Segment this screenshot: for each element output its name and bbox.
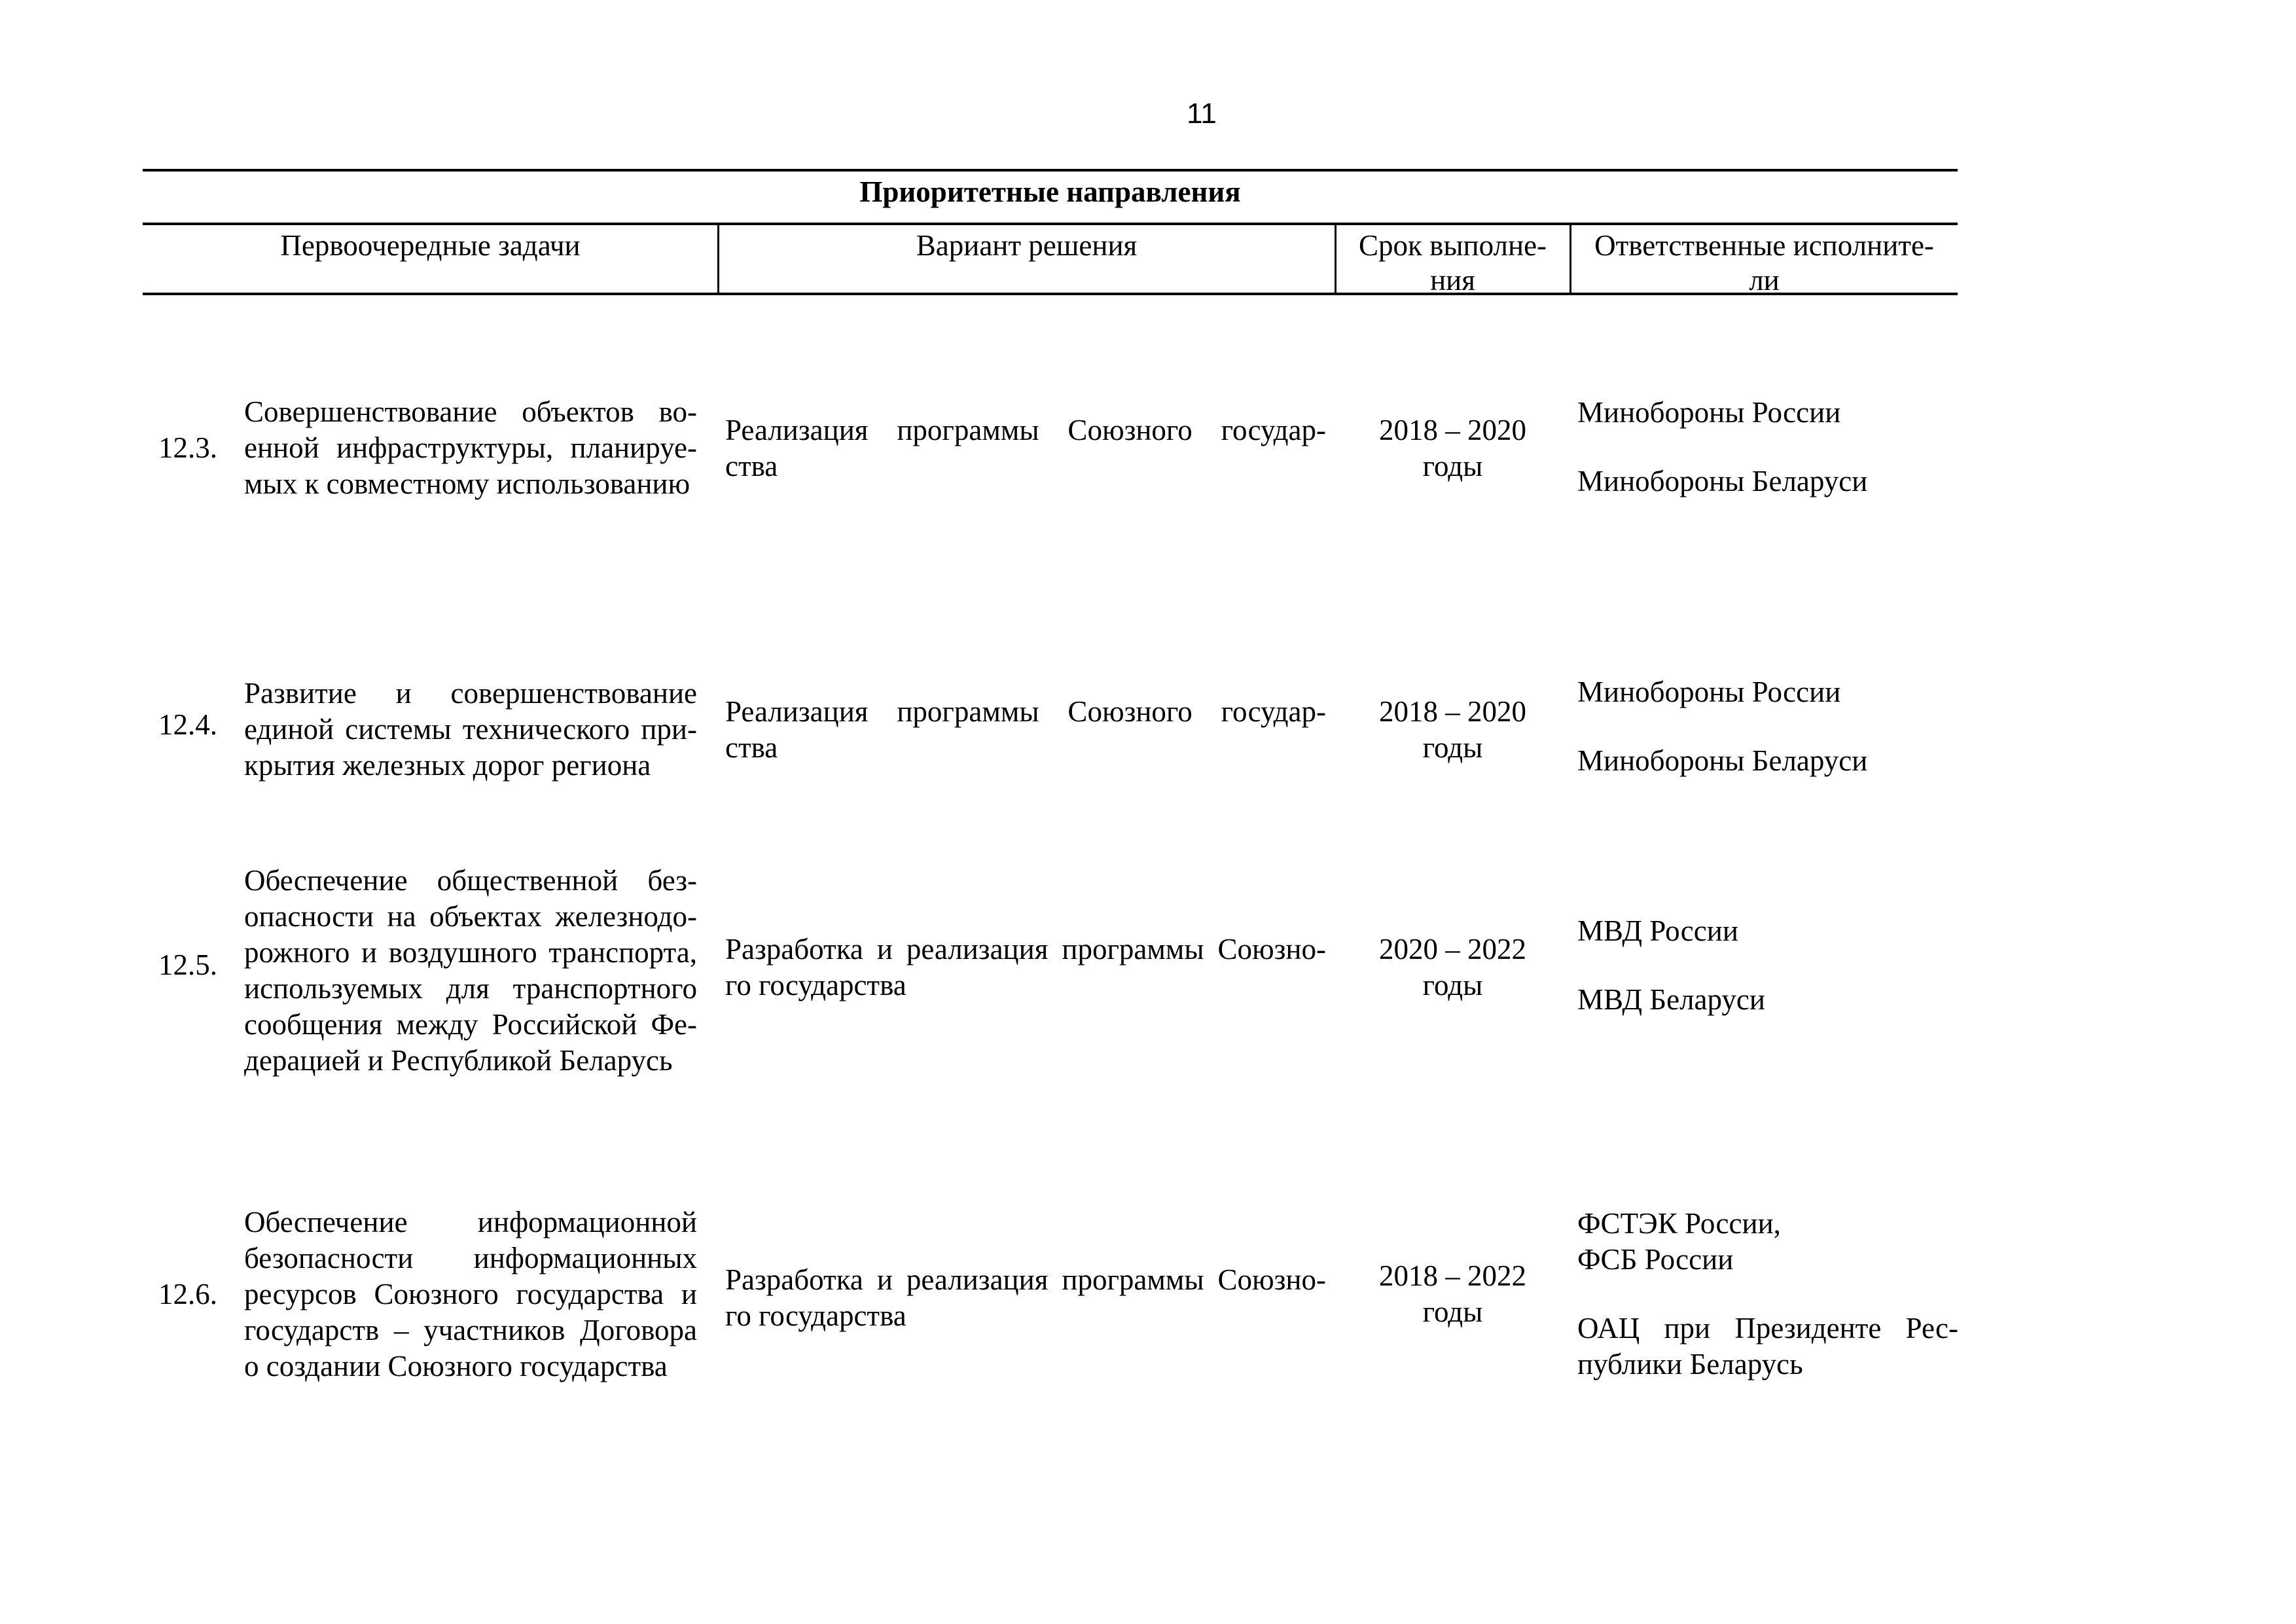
row-number-cell: 12.6. [158, 1278, 217, 1310]
text-line: ли [1749, 264, 1780, 297]
executors-cell [1577, 1206, 1958, 1382]
text-line: о создании Союзного государства [244, 1350, 668, 1382]
text-line: ФСТЭК России, [1577, 1207, 1781, 1240]
text-line: Разработка и реализация программы Союзно- [725, 933, 1326, 965]
text-line: енной инфраструктуры, планируе- [244, 431, 697, 464]
text-line: 2018 – 2020 [1379, 695, 1526, 728]
text-line: МВД Беларуси [1577, 983, 1765, 1016]
period-cell [1335, 931, 1570, 1003]
solution-cell [725, 931, 1326, 1003]
task-cell [244, 863, 697, 1079]
executors-cell [1577, 395, 1958, 499]
text-line: Реализация программы Союзного государ- [725, 695, 1326, 728]
solution-cell [725, 1262, 1326, 1334]
column-header-tasks [143, 228, 718, 263]
table-row [143, 294, 1958, 668]
table-row [143, 851, 1958, 1198]
row-number-cell: 12.4. [158, 708, 217, 741]
text-line: годы [1422, 731, 1483, 764]
solution-cell [725, 412, 1326, 484]
table-row [143, 1198, 1958, 1617]
text-line: ресурсов Союзного государства и [244, 1278, 697, 1310]
text-line: ФСБ России [1577, 1243, 1734, 1276]
text-line: используемых для транспортного [244, 972, 697, 1005]
column-header-solution-label: Вариант решения [916, 229, 1138, 262]
column-header-tasks-label: Первоочередные задачи [280, 229, 581, 262]
text-line: го государства [725, 1299, 906, 1332]
text-line: ства [725, 450, 778, 482]
text-line: 2018 – 2020 [1379, 414, 1526, 446]
text-line: государств – участников Договора [244, 1314, 697, 1346]
text-line: Минобороны России [1577, 676, 1841, 708]
text-line: Минобороны Беларуси [1577, 465, 1868, 497]
text-line [1577, 949, 1958, 982]
period-cell [1335, 1258, 1570, 1330]
period-cell [1335, 412, 1570, 484]
text-line: 2018 – 2022 [1379, 1259, 1526, 1292]
text-line: годы [1422, 969, 1483, 1001]
text-line: годы [1422, 1295, 1483, 1328]
text-line: опасности на объектах железнодо- [244, 900, 697, 933]
text-line: Минобороны Беларуси [1577, 744, 1868, 777]
row-number-cell: 12.3. [158, 431, 217, 464]
text-line: Ответственные исполните- [1594, 229, 1934, 262]
column-header-period [1335, 228, 1570, 298]
period-cell [1335, 694, 1570, 766]
text-line: дерацией и Республикой Беларусь [244, 1044, 673, 1077]
executors-cell [1577, 674, 1958, 779]
column-header-executors [1570, 228, 1958, 298]
text-line: Обеспечение информационной [244, 1206, 697, 1238]
table-row [143, 668, 1958, 851]
text-line: Обеспечение общественной без- [244, 864, 697, 897]
task-cell [244, 1204, 697, 1384]
table-top-border [143, 169, 1958, 171]
text-line: 2020 – 2022 [1379, 933, 1526, 965]
task-cell [244, 676, 697, 784]
text-line: го государства [725, 969, 906, 1001]
text-line: сообщения между Российской Фе- [244, 1008, 697, 1041]
text-line: публики Беларусь [1577, 1348, 1803, 1380]
text-line: единой системы технического при- [244, 713, 697, 746]
text-line: Развитие и совершенствование [244, 677, 697, 710]
text-line: Разработка и реализация программы Союзно- [725, 1263, 1326, 1296]
text-line: ОАЦ при Президенте Рес- [1577, 1312, 1958, 1344]
text-line [1577, 1278, 1958, 1310]
text-line: годы [1422, 450, 1483, 482]
text-line: ния [1430, 264, 1475, 297]
text-line: Минобороны России [1577, 396, 1841, 429]
task-cell [244, 394, 697, 502]
table-title-bottom-border [143, 223, 1958, 225]
text-line: Срок выполне- [1358, 229, 1547, 262]
text-line: Реализация программы Союзного государ- [725, 414, 1326, 446]
text-line [1577, 431, 1958, 463]
text-line [1577, 710, 1958, 743]
column-header-solution [718, 228, 1335, 263]
text-line: Совершенствование объектов во- [244, 395, 697, 428]
text-line: крытия железных дорог региона [244, 749, 651, 782]
text-line: МВД России [1577, 914, 1738, 947]
text-line: рожного и воздушного транспорта, [244, 936, 697, 969]
text-line: безопасности информационных [244, 1242, 697, 1274]
page-number: 11 [1187, 98, 1217, 130]
text-line: мых к совместному использованию [244, 467, 691, 500]
executors-cell [1577, 913, 1958, 1018]
table-title: Приоритетные направления [859, 175, 1241, 208]
row-number-cell: 12.5. [158, 948, 217, 981]
solution-cell [725, 694, 1326, 766]
text-line: ства [725, 731, 778, 764]
